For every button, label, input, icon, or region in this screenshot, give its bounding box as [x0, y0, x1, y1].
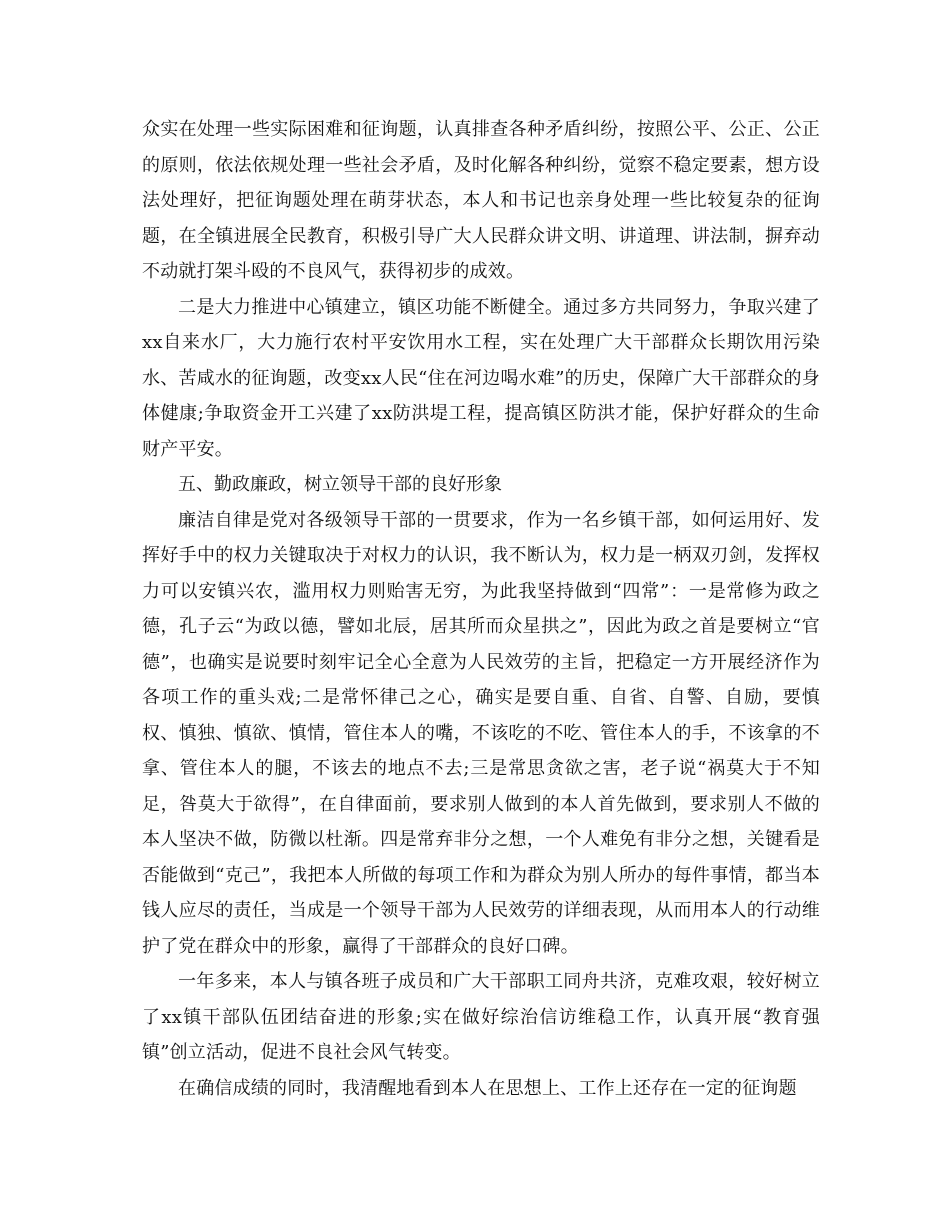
paragraph-2: 二是大力推进中心镇建立，镇区功能不断健全。通过多方共同努力，争取兴建了xx自来水厂，大力施行农村平安饮用水工程，实在处理广大干部群众长期饮用污染水、苦咸水的征询题，改变xx人民“住在河边喝水难”的历史，保障广大干部群众的身体健康;争取资金开工兴建了xx防洪堤工程，提高镇区防洪才能，保护好群众的生命财产平安。 [142, 296, 820, 460]
paragraph-3: 廉洁自律是党对各级领导干部的一贯要求，作为一名乡镇干部，如何运用好、发挥好手中的权力关键取决于对权力的认识，我不断认为，权力是一柄双刃剑，发挥权力可以安镇兴农，滥用权力则贻害无穷，为此我坚持做到“四常”：一是常修为政之德，孔子云“为政以德，譬如北辰，居其所而众星拱之”，因此为政之首是要树立“官德”，也确实是说要时刻牢记全心全意为人民效劳的主旨，把稳定一方开展经济作为各项工作的重头戏;二是常怀律己之心，确实是要自重、自省、自警、自励，要慎权、慎独、慎欲、慎情，管住本人的嘴，不该吃的不吃、管住本人的手，不该拿的不拿、管住本人的腿，不该去的地点不去;三是常思贪欲之害，老子说“祸莫大于不知足，咎莫大于欲得”，在自律面前，要求别人做到的本人首先做到，要求别人不做的本人坚决不做，防微以杜渐。四是常弃非分之想，一个人难免有非分之想，关键看是否能做到“克己”，我把本人所做的每项工作和为群众为别人所办的每件事情，都当本钱人应尽的责任，当成是一个领导干部为人民效劳的详细表现，从而用本人的行动维护了党在群众中的形象，赢得了干部群众的良好口碑。 [142, 509, 820, 957]
paragraph-1: 众实在处理一些实际困难和征询题，认真排查各种矛盾纠纷，按照公平、公正、公正的原则，依法依规处理一些社会矛盾，及时化解各种纠纷，觉察不稳定要素，想方设法处理好，把征询题处理在萌芽状态，本人和书记也亲身处理一些比较复杂的征询题，在全镇进展全民教育，积极引导广大人民群众讲文明、讲道理、讲法制，摒弃动不动就打架斗殴的不良风气，获得初步的成效。 [142, 119, 820, 282]
section-heading: 五、勤政廉政，树立领导干部的良好形象 [178, 474, 502, 495]
paragraph-4: 一年多来，本人与镇各班子成员和广大干部职工同舟共济，克难攻艰，较好树立了xx镇干部队伍团结奋进的形象;实在做好综治信访维稳工作，认真开展“教育强镇”创立活动，促进不良社会风气转变。 [142, 971, 820, 1063]
paragraph-5: 在确信成绩的同时，我清醒地看到本人在思想上、工作上还存在一定的征询题 [178, 1077, 797, 1099]
